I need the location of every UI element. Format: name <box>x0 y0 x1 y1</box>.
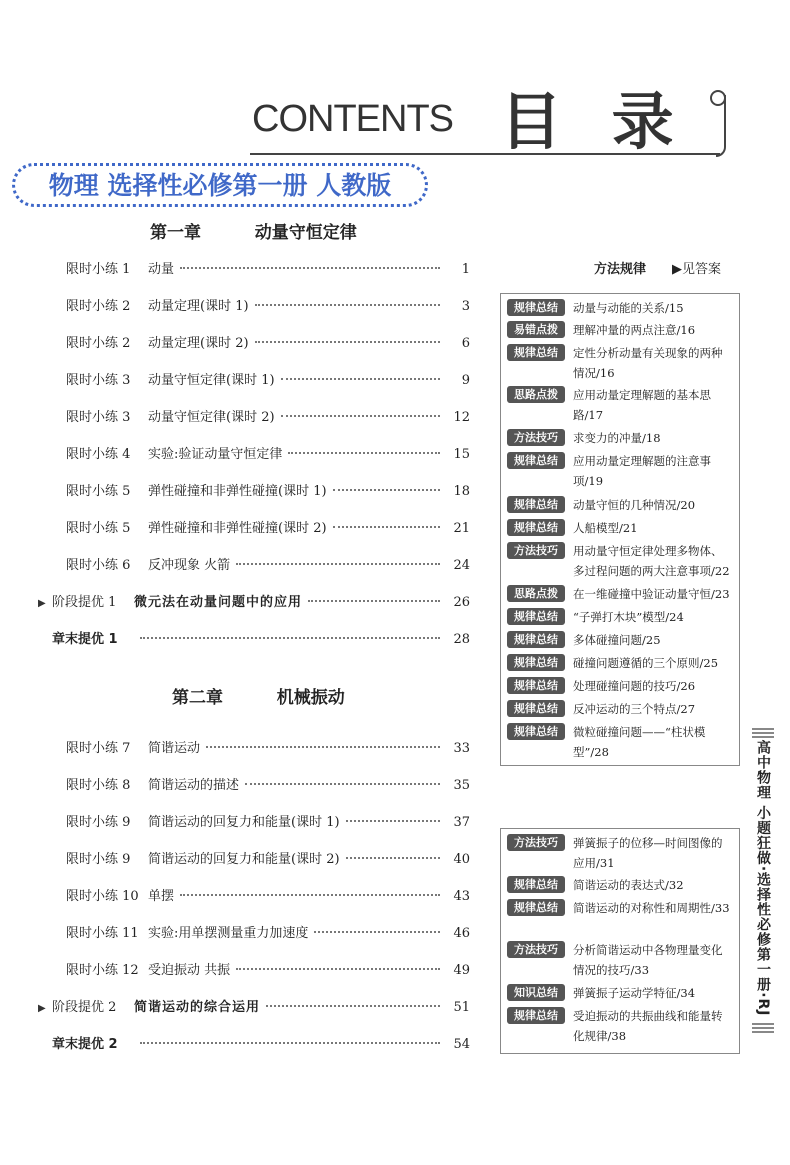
toc-label: 限时小练 11 <box>66 926 139 941</box>
toc-row <box>38 517 470 539</box>
toc-label: 章末提优 1 <box>52 632 118 647</box>
leader-dots <box>288 452 440 454</box>
leader-dots <box>281 378 440 380</box>
toc-title: 简谐运动的综合运用 <box>134 1000 261 1015</box>
method-tag: 规律总结 <box>507 899 565 916</box>
method-text: 弹簧振子运动学特征/34 <box>573 986 696 1000</box>
spine-bottom-bars <box>752 1023 774 1033</box>
chapter-1-title: 第一章 动量守恒定律 <box>150 223 357 243</box>
leader-dots <box>308 600 440 602</box>
method-tag: 方法技巧 <box>507 834 565 851</box>
toc-row <box>38 295 470 317</box>
toc-title: 简谐运动的回复力和能量(课时 1) <box>148 815 340 830</box>
toc-label: 限时小练 1 <box>66 262 131 277</box>
method-tag: 规律总结 <box>507 1007 565 1024</box>
toc-title: 微元法在动量问题中的应用 <box>134 595 303 610</box>
page-title: 目 录 <box>500 85 688 158</box>
toc-page-number: 46 <box>453 926 470 941</box>
spine-text: 高中物理 小题狂做·选择性必修第一册·RJ <box>755 740 771 1017</box>
toc-page-number: 54 <box>453 1037 470 1052</box>
toc-label: 限时小练 2 <box>66 336 131 351</box>
method-text: 微粒碰撞问题——“柱状模型”/28 <box>573 725 706 759</box>
toc-page-number: 51 <box>453 1000 470 1015</box>
toc-title: 简谐运动的描述 <box>148 778 240 793</box>
method-text: 简谐运动的表达式/32 <box>573 878 684 892</box>
toc-label: 限时小练 8 <box>66 778 131 793</box>
method-text: 多体碰撞问题/25 <box>573 633 661 647</box>
method-tag: 规律总结 <box>507 654 565 671</box>
method-text: 动量与动能的关系/15 <box>573 301 684 315</box>
toc-title: 动量定理(课时 2) <box>148 336 249 351</box>
leader-dots <box>346 857 440 859</box>
toc-page-number: 35 <box>453 778 470 793</box>
method-text: 处理碰撞问题的技巧/26 <box>573 679 696 693</box>
toc-page-number: 15 <box>453 447 470 462</box>
leader-dots <box>140 1042 440 1044</box>
method-tag: 思路点拨 <box>507 585 565 602</box>
method-text: 弹簧振子的位移—时间图像的应用/31 <box>573 836 723 870</box>
method-text: “子弹打木块”模型/24 <box>573 610 684 624</box>
method-tag: 知识总结 <box>507 984 565 1001</box>
toc-label: 限时小练 4 <box>66 447 131 462</box>
method-tag: 规律总结 <box>507 876 565 893</box>
method-tag: 方法技巧 <box>507 429 565 446</box>
toc-title: 弹性碰撞和非弹性碰撞(课时 1) <box>148 484 327 499</box>
toc-page-number: 6 <box>461 336 470 351</box>
methods-heading: 方法规律 <box>594 262 647 277</box>
book-spine <box>749 728 777 1035</box>
toc-title: 受迫振动 共振 <box>148 963 231 978</box>
method-tag: 规律总结 <box>507 299 565 316</box>
leader-dots <box>236 968 440 970</box>
toc-title: 动量守恒定律(课时 2) <box>148 410 275 425</box>
toc-title: 反冲现象 火箭 <box>148 558 231 573</box>
toc-row <box>38 369 470 391</box>
toc-page-number: 21 <box>453 521 470 536</box>
header-rule <box>250 153 720 155</box>
leader-dots <box>314 931 440 933</box>
method-text: 简谐运动的对称性和周期性/33 <box>573 901 730 915</box>
toc-row <box>38 774 470 796</box>
toc-page-number: 1 <box>461 262 470 277</box>
chapter-2-title: 第二章 机械振动 <box>172 688 345 708</box>
methods-panel-chapter-2 <box>500 828 740 1054</box>
toc-page-number: 26 <box>453 595 470 610</box>
toc-page-number: 33 <box>453 741 470 756</box>
method-tag: 方法技巧 <box>507 542 565 559</box>
toc-row <box>38 258 470 280</box>
toc-page-number: 40 <box>453 852 470 867</box>
methods-panel-chapter-1 <box>500 293 740 766</box>
toc-label: 章末提优 2 <box>52 1037 118 1052</box>
header-dot-icon <box>710 90 726 106</box>
leader-dots <box>255 304 440 306</box>
method-text: 用动量守恒定律处理多物体、多过程问题的两大注意事项/22 <box>573 544 730 578</box>
toc-title: 实验:验证动量守恒定律 <box>148 447 283 462</box>
method-tag: 方法技巧 <box>507 941 565 958</box>
method-tag: 规律总结 <box>507 631 565 648</box>
spine-top-bars <box>752 728 774 738</box>
method-tag: 规律总结 <box>507 700 565 717</box>
toc-title: 动量 <box>148 262 175 277</box>
method-text: 分析简谐运动中各物理量变化情况的技巧/33 <box>573 943 723 977</box>
toc-page-number: 43 <box>453 889 470 904</box>
play-arrow-icon: ▶ <box>38 1003 46 1014</box>
toc-row <box>38 443 470 465</box>
toc-title: 动量守恒定律(课时 1) <box>148 373 275 388</box>
toc-title: 简谐运动 <box>148 741 201 756</box>
method-text: 求变力的冲量/18 <box>573 431 661 445</box>
toc-row <box>38 811 470 833</box>
method-text: 应用动量定理解题的基本思路/17 <box>573 388 711 422</box>
leader-dots <box>266 1005 440 1007</box>
toc-label: 限时小练 6 <box>66 558 131 573</box>
book-title: 物理 选择性必修第一册 人教版 <box>48 171 392 200</box>
toc-row <box>38 996 470 1018</box>
method-text: 碰撞问题遵循的三个原则/25 <box>573 656 719 670</box>
toc-row <box>38 885 470 907</box>
leader-dots <box>333 489 440 491</box>
toc-page-number: 18 <box>453 484 470 499</box>
method-tag: 规律总结 <box>507 608 565 625</box>
method-tag: 规律总结 <box>507 452 565 469</box>
leader-dots <box>140 637 440 639</box>
method-text: 动量守恒的几种情况/20 <box>573 498 696 512</box>
toc-row <box>38 332 470 354</box>
toc-label: 限时小练 5 <box>66 521 131 536</box>
toc-row <box>38 554 470 576</box>
toc-label: 阶段提优 2 <box>52 1000 117 1015</box>
toc-row <box>38 628 470 650</box>
toc-page-number: 37 <box>453 815 470 830</box>
leader-dots <box>245 783 440 785</box>
leader-dots <box>255 341 440 343</box>
toc-row <box>38 959 470 981</box>
leader-dots <box>206 746 440 748</box>
leader-dots <box>236 563 440 565</box>
toc-label: 限时小练 9 <box>66 815 131 830</box>
method-tag: 规律总结 <box>507 723 565 740</box>
contents-word: CONTENTS <box>252 98 453 140</box>
leader-dots <box>180 267 440 269</box>
method-text: 人船模型/21 <box>573 521 638 535</box>
leader-dots <box>281 415 440 417</box>
method-text: 受迫振动的共振曲线和能量转化规律/38 <box>573 1009 723 1043</box>
toc-title: 简谐运动的回复力和能量(课时 2) <box>148 852 340 867</box>
method-tag: 规律总结 <box>507 344 565 361</box>
method-text: 定性分析动量有关现象的两种情况/16 <box>573 346 723 380</box>
method-tag: 规律总结 <box>507 496 565 513</box>
toc-title: 弹性碰撞和非弹性碰撞(课时 2) <box>148 521 327 536</box>
toc-page-number: 3 <box>461 299 470 314</box>
leader-dots <box>180 894 440 896</box>
toc-label: 限时小练 5 <box>66 484 131 499</box>
toc-page-number: 12 <box>453 410 470 425</box>
toc-label: 限时小练 10 <box>66 889 139 904</box>
toc-title: 实验:用单摆测量重力加速度 <box>148 926 309 941</box>
play-arrow-icon: ▶ <box>38 598 46 609</box>
toc-row <box>38 922 470 944</box>
method-text: 理解冲量的两点注意/16 <box>573 323 696 337</box>
toc-page-number: 49 <box>453 963 470 978</box>
method-text: 在一维碰撞中验证动量守恒/23 <box>573 587 730 601</box>
toc-page-number: 9 <box>461 373 470 388</box>
toc-label: 阶段提优 1 <box>52 595 117 610</box>
toc-label: 限时小练 3 <box>66 373 131 388</box>
toc-row <box>38 1033 470 1055</box>
toc-label: 限时小练 3 <box>66 410 131 425</box>
method-tag: 规律总结 <box>507 519 565 536</box>
method-tag: 规律总结 <box>507 677 565 694</box>
method-tag: 易错点拨 <box>507 321 565 338</box>
toc-row <box>38 406 470 428</box>
method-text: 反冲运动的三个特点/27 <box>573 702 696 716</box>
toc-row <box>38 848 470 870</box>
see-answer-note: ▶见答案 <box>672 262 721 277</box>
toc-row <box>38 591 470 613</box>
toc-label: 限时小练 7 <box>66 741 131 756</box>
toc-title: 动量定理(课时 1) <box>148 299 249 314</box>
toc-title: 单摆 <box>148 889 175 904</box>
toc-page-number: 28 <box>453 632 470 647</box>
toc-row <box>38 480 470 502</box>
leader-dots <box>333 526 440 528</box>
method-tag: 思路点拨 <box>507 386 565 403</box>
toc-label: 限时小练 9 <box>66 852 131 867</box>
toc-row <box>38 737 470 759</box>
leader-dots <box>346 820 440 822</box>
toc-label: 限时小练 2 <box>66 299 131 314</box>
toc-page-number: 24 <box>453 558 470 573</box>
toc-label: 限时小练 12 <box>66 963 139 978</box>
method-text: 应用动量定理解题的注意事项/19 <box>573 454 711 488</box>
